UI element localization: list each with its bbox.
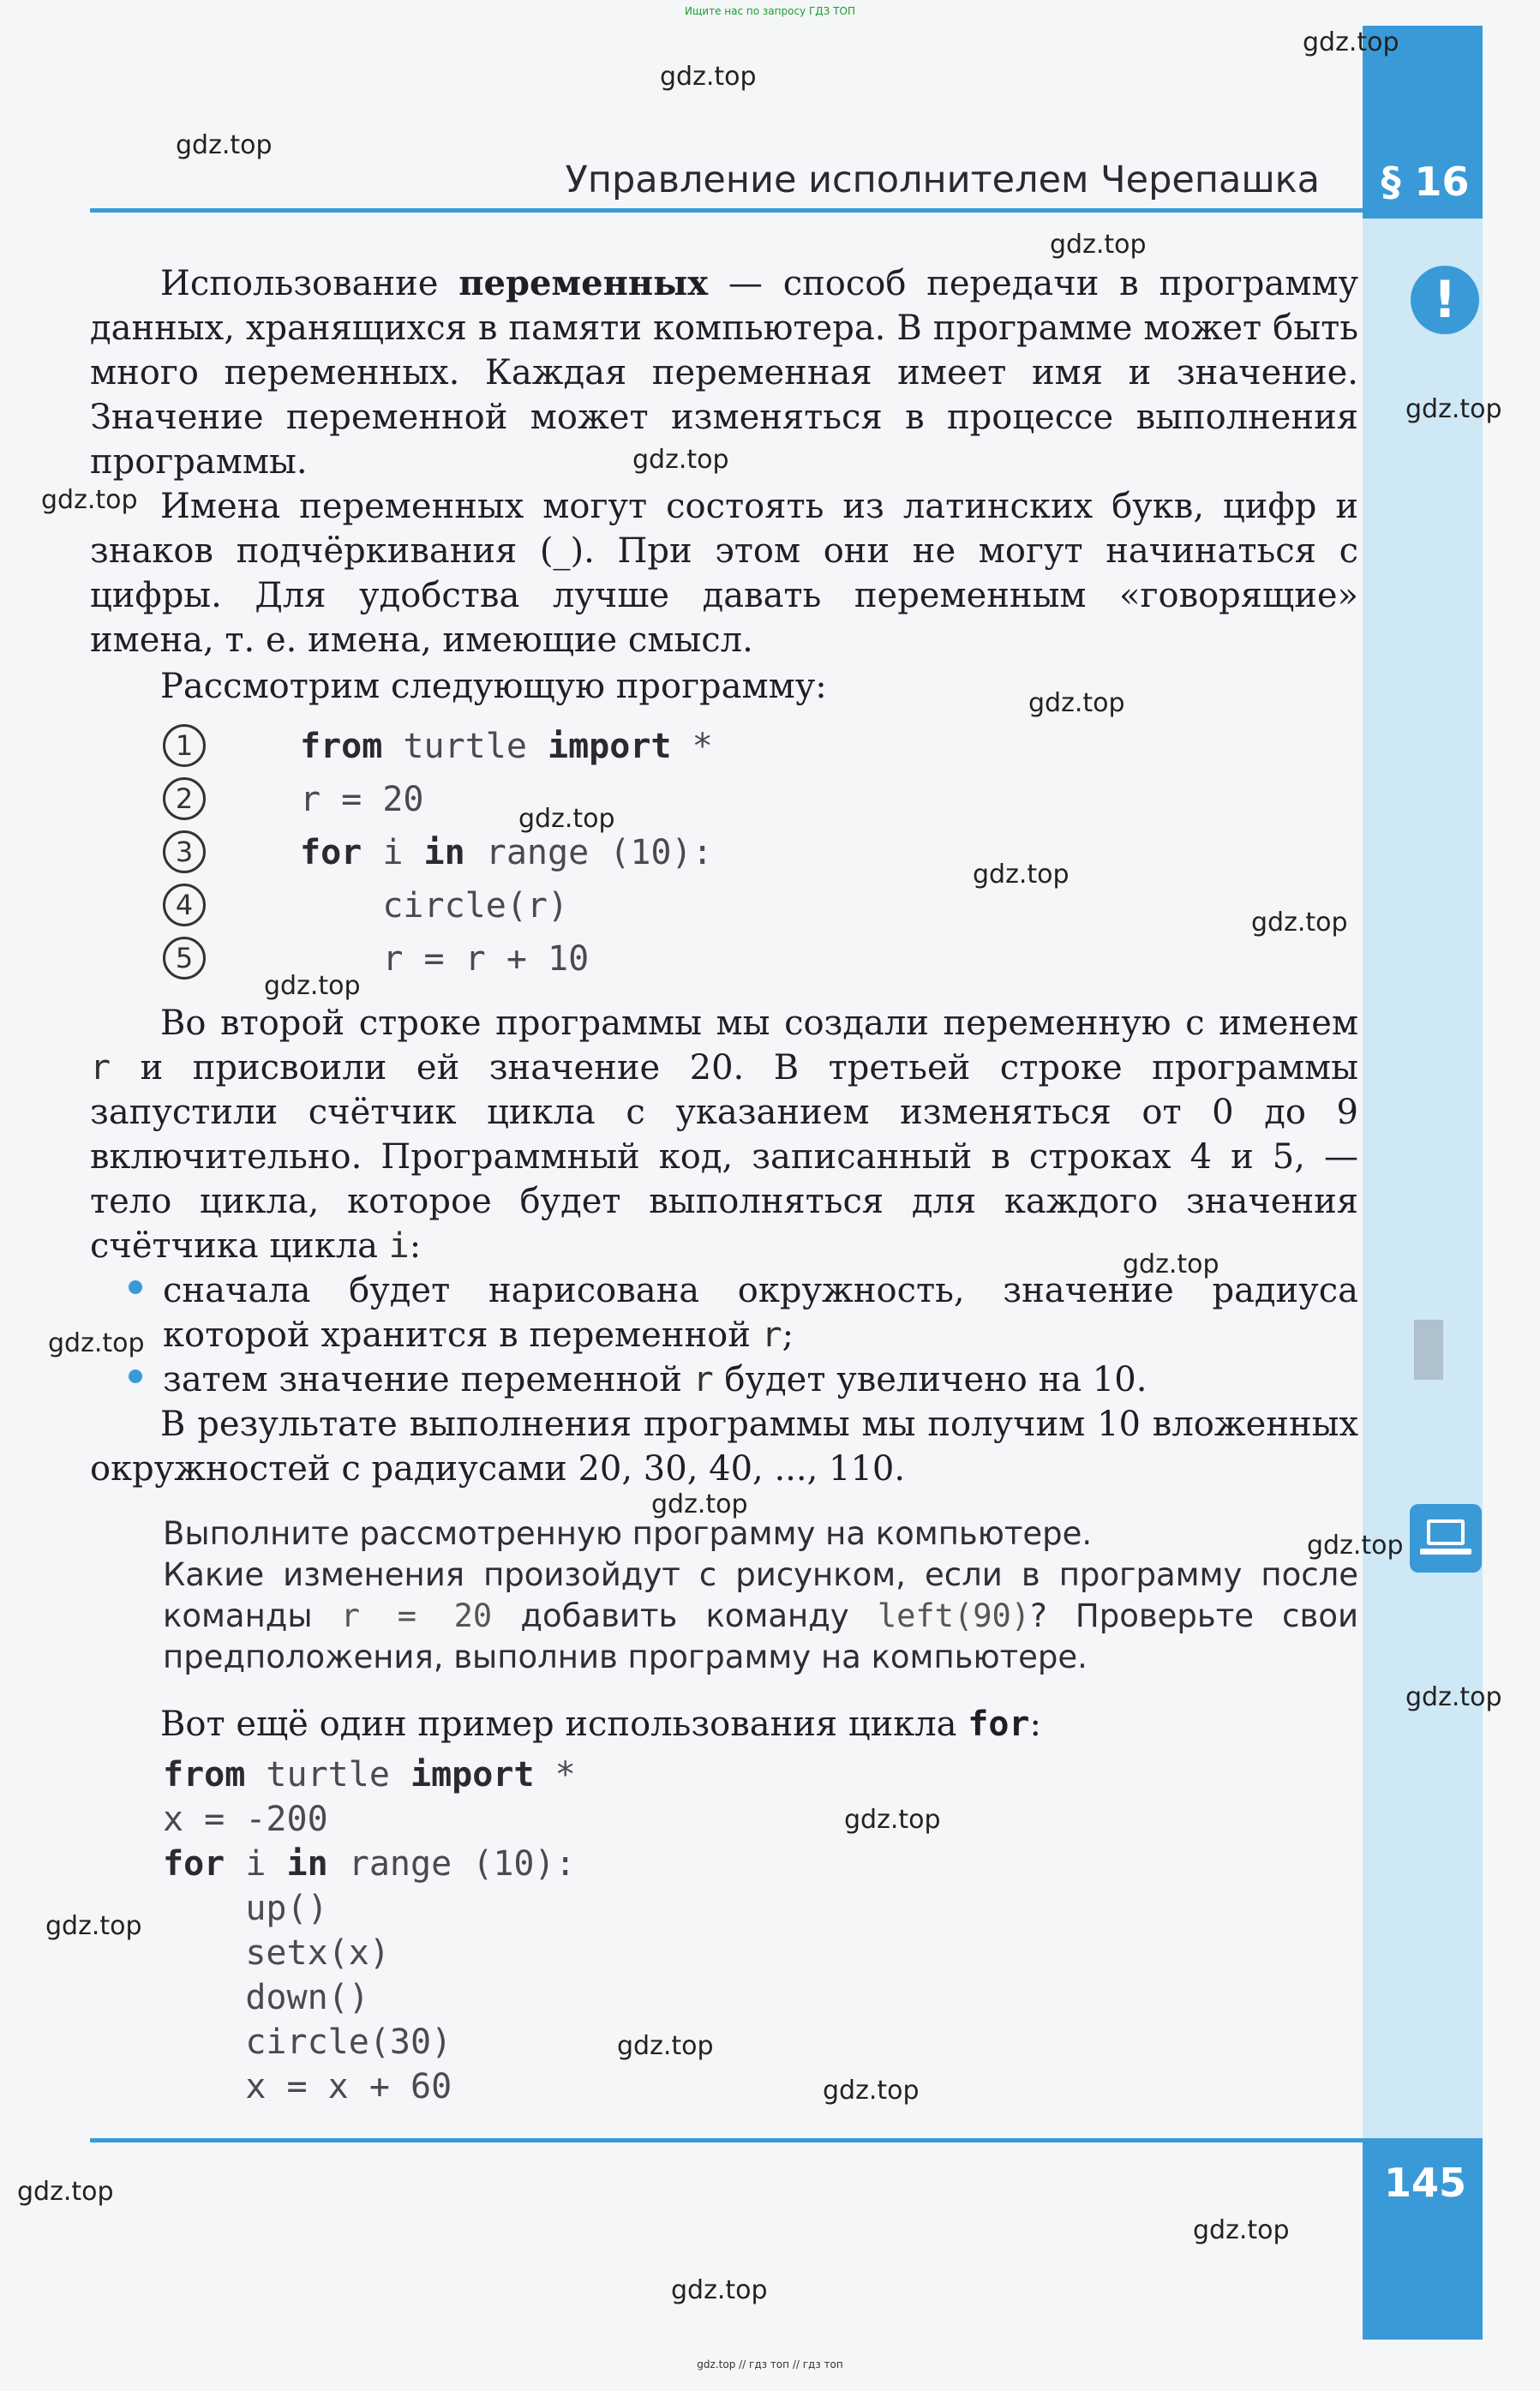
kw-for: for — [163, 1844, 225, 1884]
code-line-5: r = r + 10 — [300, 939, 590, 979]
paragraph-names: Имена переменных могут состоять из латинских букв, цифр и знаков подчёркивания (_). При этом они не могут начинаться с цифры. Для удобства лучше давать переменным «говорящие» имена, т. е. имена, имеющие смысл. — [90, 487, 1358, 660]
kw-for: for — [300, 833, 363, 872]
task-code-left90: left(90) — [877, 1597, 1031, 1634]
p4-var-r: r — [90, 1048, 111, 1088]
p1-text-a: Использование — [160, 264, 459, 303]
footer-divider — [90, 2138, 1363, 2142]
watermark: gdz.top — [1251, 908, 1348, 938]
p6-text-b: : — [1029, 1705, 1041, 1744]
watermark: gdz.top — [660, 62, 757, 92]
code2-line-8: x = x + 60 — [163, 2067, 452, 2106]
kw-in: in — [286, 1844, 328, 1884]
task-question — [163, 1555, 1358, 1678]
line-number-1: 1 — [163, 724, 206, 767]
computer-base-shape — [1420, 1549, 1471, 1555]
b2-text-a: затем значение переменной — [163, 1360, 693, 1399]
watermark: gdz.top — [17, 2177, 114, 2207]
watermark: gdz.top — [632, 445, 729, 475]
line-number-4: 4 — [163, 884, 206, 926]
watermark: gdz.top — [45, 1911, 142, 1941]
computer-icon — [1410, 1504, 1482, 1573]
p4-text-c: : — [409, 1226, 422, 1266]
watermark: gdz.top — [1050, 230, 1147, 260]
code2-line-6: down() — [163, 1978, 369, 2017]
paragraph-consider: Рассмотрим следующую программу: — [160, 667, 827, 706]
kw-in: in — [423, 833, 465, 872]
section-number: § 16 — [1381, 159, 1470, 205]
header-divider — [90, 208, 1363, 213]
code-line-2: r = 20 — [300, 780, 424, 819]
bullet-item-1 — [163, 1268, 1358, 1357]
code-text: * — [671, 727, 713, 766]
watermark: gdz.top — [1405, 1682, 1502, 1712]
paragraph-another-example — [90, 1702, 1358, 1747]
p4-text-a: Во второй строке программы мы создали переменную с именем — [160, 1004, 1358, 1043]
watermark: gdz.top — [617, 2031, 714, 2061]
task-line-1: Выполните рассмотренную программу на компьютере. — [163, 1515, 1093, 1552]
kw-import: import — [547, 727, 672, 766]
margin-mark — [1414, 1320, 1443, 1380]
p6-kw-for: for — [968, 1705, 1030, 1744]
p4-text-b: и присвоили ей значение 20. В третьей строке программы запустили счётчик цикла с указанием изменяться от 0 до 9 включительно. Программный код, записанный в строках 4 и 5, — тело цикла, которое будет выполняться для каждого значения счётчика цикла — [90, 1048, 1358, 1266]
kw-import: import — [410, 1755, 535, 1795]
watermark: gdz.top — [48, 1328, 145, 1358]
watermark: gdz.top — [518, 804, 615, 834]
sidebar-strip — [1363, 26, 1483, 2340]
page-title: Управление исполнителем Черепашка — [565, 159, 1320, 201]
watermark: gdz.top — [1303, 27, 1399, 57]
p4-var-i: i — [388, 1226, 410, 1266]
code-line-3 — [300, 833, 713, 872]
line-number-2: 2 — [163, 777, 206, 820]
p1-bold-term: переменных — [458, 263, 709, 303]
top-note: Ищите нас по запросу ГДЗ ТОП — [685, 5, 855, 17]
watermark: gdz.top — [41, 485, 138, 515]
code-text: range (10): — [327, 1844, 576, 1884]
code-text: turtle — [245, 1755, 410, 1795]
watermark: gdz.top — [1028, 688, 1125, 718]
code-text: * — [534, 1755, 576, 1795]
b1-var-r: r — [761, 1315, 782, 1355]
code2-line-1 — [163, 1755, 576, 1795]
watermark: gdz.top — [671, 2275, 768, 2305]
b2-var-r: r — [692, 1360, 714, 1399]
code2-line-4: up() — [163, 1889, 328, 1928]
page-number: 145 — [1383, 2160, 1467, 2206]
b1-text-a: сначала будет нарисована окружность, значение радиуса которой хранится в переменной — [163, 1271, 1358, 1355]
code2-line-3 — [163, 1844, 576, 1884]
code-line-4: circle(r) — [300, 886, 569, 926]
kw-from: from — [163, 1755, 246, 1795]
watermark: gdz.top — [1307, 1531, 1404, 1561]
watermark: gdz.top — [651, 1489, 748, 1519]
bullet-dot — [129, 1280, 142, 1294]
b2-text-b: будет увеличено на 10. — [713, 1360, 1148, 1399]
watermark: gdz.top — [844, 1805, 941, 1835]
bottom-note: gdz.top // гдз топ // гдз топ — [697, 2358, 843, 2370]
task-code-r20: r = 20 — [340, 1597, 493, 1634]
computer-screen-shape — [1427, 1519, 1465, 1545]
watermark: gdz.top — [823, 2076, 920, 2106]
watermark: gdz.top — [973, 860, 1070, 890]
p6-text-a: Вот ещё один пример использования цикла — [160, 1705, 968, 1744]
bullet-item-2 — [163, 1357, 1358, 1402]
code-text: i — [225, 1844, 287, 1884]
b1-text-b: ; — [782, 1315, 794, 1355]
code2-line-2: x = -200 — [163, 1800, 328, 1839]
line-number-5: 5 — [163, 937, 206, 980]
paragraph-result: В результате выполнения программы мы получим 10 вложенных окружностей с радиусами 20, 30, 40, ..., 110. — [90, 1405, 1358, 1489]
code2-line-7: circle(30) — [163, 2022, 452, 2062]
kw-from: from — [300, 727, 383, 766]
line-number-3: 3 — [163, 830, 206, 873]
watermark: gdz.top — [1193, 2215, 1290, 2245]
code-line-1 — [300, 727, 713, 766]
paragraph-explanation — [90, 1001, 1358, 1268]
bullet-dot — [129, 1369, 142, 1383]
watermark: gdz.top — [1405, 394, 1502, 424]
task-text-b: добавить команду — [492, 1597, 878, 1634]
code-text: i — [362, 833, 424, 872]
watermark: gdz.top — [1123, 1249, 1219, 1279]
task-text-c: ? Проверьте свои предположения, выполнив программу на компьютере. — [163, 1597, 1359, 1675]
code2-line-5: setx(x) — [163, 1933, 390, 1973]
exclamation-icon: ! — [1411, 266, 1479, 334]
p1-text-b: — способ передачи в программу данных, хранящихся в памяти компьютера. В программе может быть много переменных. Каждая переменная имеет имя и значение. Значение переменной может изменяться в процессе выполнения программы. — [90, 264, 1359, 482]
watermark: gdz.top — [176, 130, 273, 160]
code-text: turtle — [382, 727, 548, 766]
task-text-a: Какие изменения произойдут с рисунком, если в программу после команды — [163, 1556, 1358, 1634]
watermark: gdz.top — [264, 971, 361, 1001]
code-text: range (10): — [464, 833, 713, 872]
